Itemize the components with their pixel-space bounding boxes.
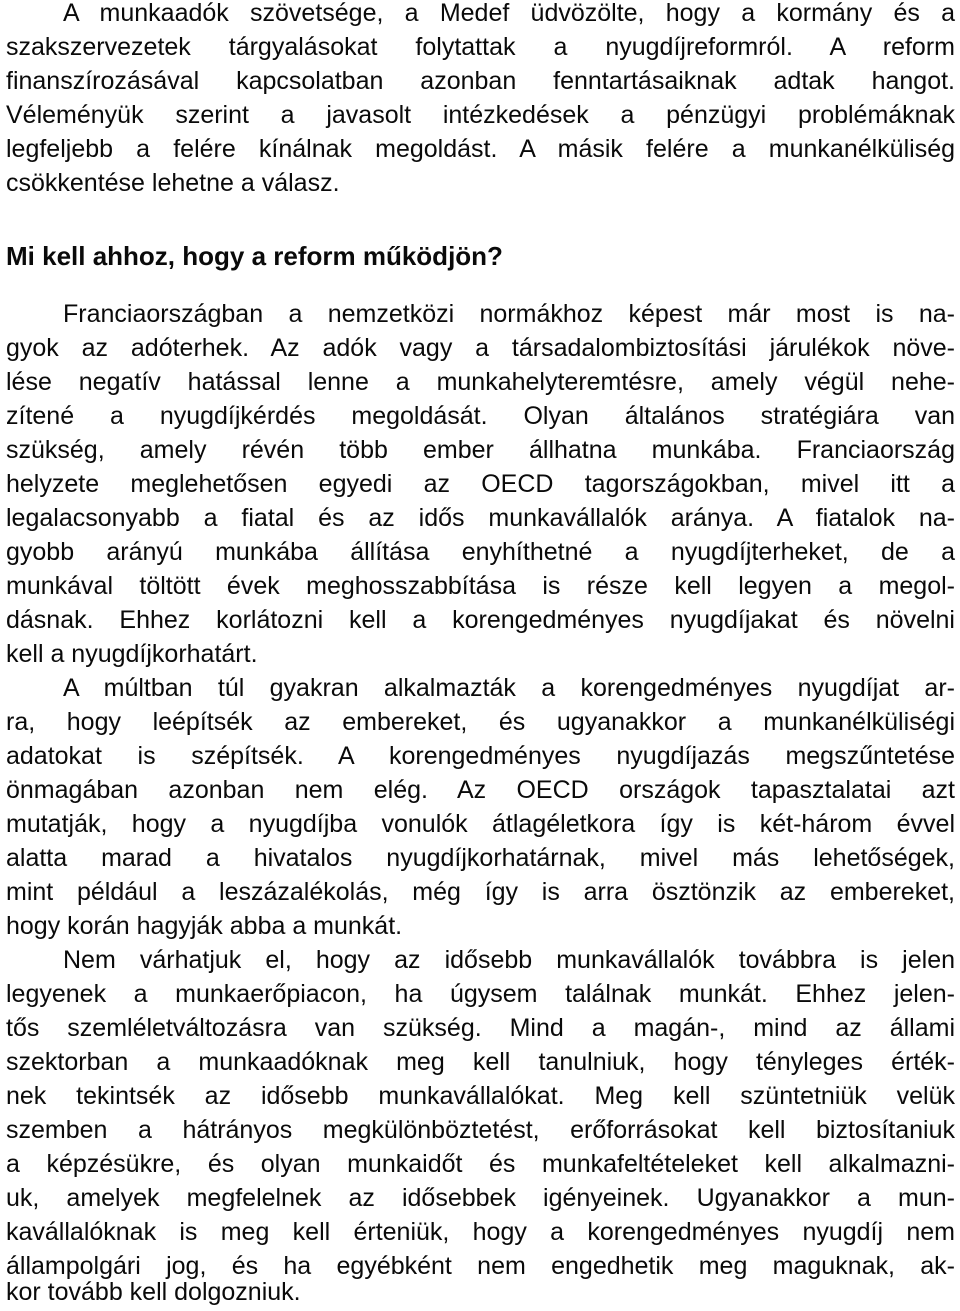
paragraph-2-line-5: szükség, amely révén több ember állhatna munkába. Franciaország (6, 436, 955, 464)
paragraph-4-line-3: tős szemléletváltozásra van szükség. Mind a magán-, mind az állami (6, 1014, 955, 1042)
paragraph-3-line-7: mint például a leszázalékolás, még így is arra ösztönzik az embereket, (6, 878, 955, 906)
paragraph-4-line-1: Nem várhatjuk el, hogy az idősebb munkavállalók továbbra is jelen (63, 946, 955, 974)
paragraph-3-line-8: hogy korán hagyják abba a munkát. (6, 912, 403, 940)
paragraph-2-line-10: dásnak. Ehhez korlátozni kell a korengedményes nyugdíjakat és növelni (6, 606, 955, 634)
paragraph-2-line-3: lése negatív hatással lenne a munkahelyteremtésre, amely végül nehe- (6, 368, 955, 396)
paragraph-4-line-4: szektorban a munkaadóknak meg kell tanulniuk, hogy tényleges érték- (6, 1048, 955, 1076)
paragraph-2-line-6: helyzete meglehetősen egyedi az OECD tagországokban, mivel itt a (6, 470, 955, 498)
paragraph-4-line-7: a képzésükre, és olyan munkaidőt és munkafeltételeket kell alkalmazni- (6, 1150, 955, 1178)
paragraph-2-line-4: zítené a nyugdíjkérdés megoldását. Olyan általános stratégiára van (6, 402, 955, 430)
paragraph-2-line-11: kell a nyugdíjkorhatárt. (6, 640, 258, 668)
paragraph-3-line-1: A múltban túl gyakran alkalmazták a korengedményes nyugdíjat ar- (63, 674, 955, 702)
paragraph-2-line-7: legalacsonyabb a fiatal és az idős munkavállalók aránya. A fiatalok na- (6, 504, 955, 532)
paragraph-1-line-2: szakszervezetek tárgyalásokat folytattak a nyugdíjreformról. A reform (6, 33, 955, 61)
paragraph-1-line-3: finanszírozásával kapcsolatban azonban fenntartásaiknak adtak hangot. (6, 67, 955, 95)
paragraph-2-line-2: gyok az adóterhek. Az adók vagy a társadalombiztosítási járulékok növe- (6, 334, 955, 362)
paragraph-4-line-10: állampolgári jog, és ha egyébként nem engedhetik meg maguknak, ak- (6, 1252, 955, 1280)
paragraph-2-line-8: gyobb arányú munkába állítása enyhíthetné a nyugdíjterheket, de a (6, 538, 955, 566)
paragraph-4-line-5: nek tekintsék az idősebb munkavállalókat. Meg kell szüntetniük velük (6, 1082, 955, 1110)
section-heading: Mi kell ahhoz, hogy a reform működjön? (6, 241, 503, 271)
paragraph-3-line-5: mutatják, hogy a nyugdíjba vonulók átlagéletkora így is két-három évvel (6, 810, 955, 838)
paragraph-2-line-1: Franciaországban a nemzetközi normákhoz képest már most is na- (63, 300, 955, 328)
paragraph-4-line-2: legyenek a munkaerőpiacon, ha úgysem találnak munkát. Ehhez jelen- (6, 980, 955, 1008)
paragraph-2-line-9: munkával töltött évek meghosszabbítása is része kell legyen a megol- (6, 572, 955, 600)
paragraph-3-line-6: alatta marad a hivatalos nyugdíjkorhatárnak, mivel más lehetőségek, (6, 844, 955, 872)
paragraph-4-line-6: szemben a hátrányos megkülönböztetést, erőforrásokat kell biztosítaniuk (6, 1116, 955, 1144)
paragraph-4-line-9: kavállalóknak is meg kell érteniük, hogy a korengedményes nyugdíj nem (6, 1218, 955, 1246)
paragraph-3-line-2: ra, hogy leépítsék az embereket, és ugyanakkor a munkanélküliségi (6, 708, 955, 736)
paragraph-1-line-4: Véleményük szerint a javasolt intézkedések a pénzügyi problémáknak (6, 101, 955, 129)
paragraph-3-line-3: adatokat is szépítsék. A korengedményes nyugdíjazás megszűntetése (6, 742, 955, 770)
paragraph-1-line-6: csökkentése lehetne a válasz. (6, 169, 340, 197)
paragraph-4-line-11: kor tovább kell dolgozniuk. (6, 1278, 301, 1306)
paragraph-1-line-5: legfeljebb a felére kínálnak megoldást. A másik felére a munkanélküliség (6, 135, 955, 163)
paragraph-3-line-4: önmagában azonban nem elég. Az OECD országok tapasztalatai azt (6, 776, 955, 804)
paragraph-1-line-1: A munkaadók szövetsége, a Medef üdvözölte, hogy a kormány és a (63, 0, 955, 27)
paragraph-4-line-8: uk, amelyek megfelelnek az idősebbek igényeinek. Ugyanakkor a mun- (6, 1184, 955, 1212)
